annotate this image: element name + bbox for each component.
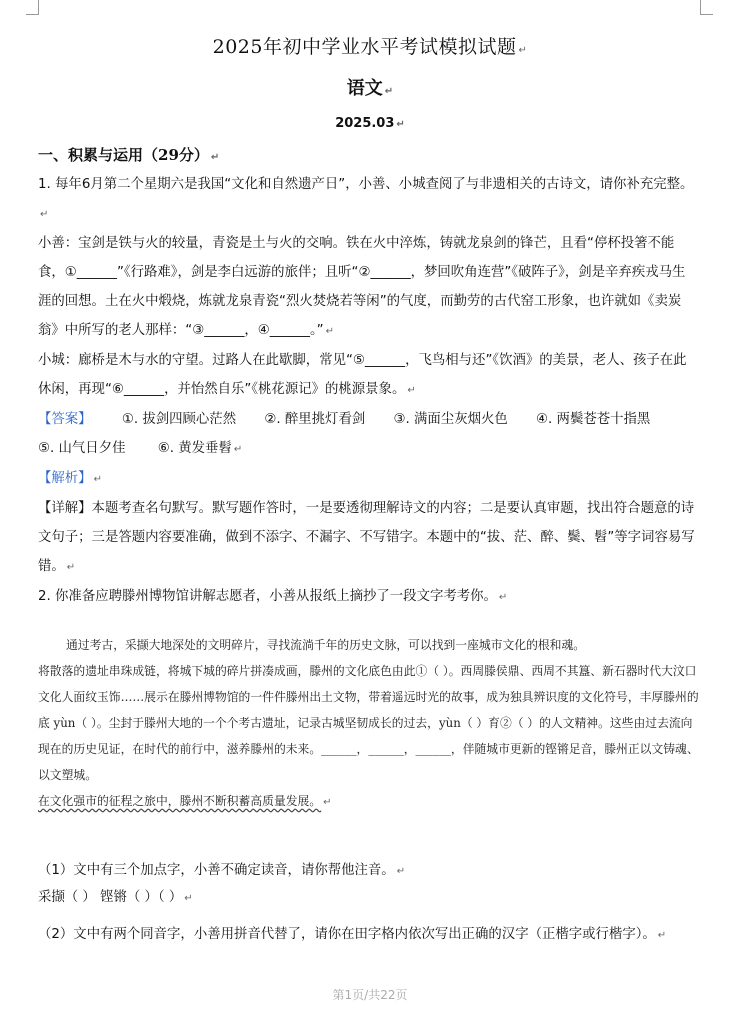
page-corner-mark (26, 0, 39, 15)
question-1-para-a: 小善：宝剑是铁与火的较量，青瓷是土与火的交响。铁在火中淬炼，铸就龙泉剑的锋芒，且看“停杯投箸不能食，①______”《行路难》，剑是李白远游的旅伴；且听“②______，梦回吹角连营”《破阵子》，剑是辛弃疾戎马生涯的回想。土在火中煅烧，炼就龙泉青瓷“烈火焚烧若等闲”的气度，而勤劳的古代窑工形象，也许就如《卖炭翁》中所写的老人那样：“③______，④______。” ↵ (38, 236, 686, 338)
question-1 (38, 170, 698, 612)
analysis-tag: 【解析】 (38, 471, 92, 486)
exam-date: 2025.03 ↵ (335, 116, 405, 131)
answer-block: 【答案】 ①. 拔剑四顾心茫然 ②. 醉里挑灯看剑 ③. 满面尘灰烟火色 ④. 两鬓苍苍十指黑 ⑤. 山气日夕佳 ⑥. 黄发垂髫 ↵ (38, 405, 698, 464)
passage-paragraph: 通过考古，采撷大地深处的文明碎片，寻找流淌千年的历史文脉，可以找到一座城市文化的根和魂。 (66, 638, 586, 652)
answer-item: ②. 醉里挑灯看剑 (264, 412, 366, 427)
sub-question-2-text: （2）文中有两个同音字，小善用拼音代替了，请你在田字格内依次写出正确的汉字（正楷字或行楷字）。 ↵ (38, 927, 667, 942)
answer-item: ①. 拔剑四顾心茫然 (121, 412, 237, 427)
answer-item: ③. 满面尘灰烟火色 (393, 412, 508, 427)
analysis-block: 【解析】 ↵ (38, 471, 102, 486)
sub-question-1-text: （1）文中有三个加点字，小善不确定读音，请你帮他注音。 ↵ (38, 863, 406, 878)
sub-question-2 (38, 922, 698, 949)
answer-item: ⑥. 黄发垂髫 (157, 441, 232, 456)
answer-item: ④. 两鬓苍苍十指黑 (536, 412, 651, 427)
sub-question-1-fill: 采撷（ ） 铿锵（ ）（ ） ↵ (38, 890, 193, 905)
question-1-para-b: 小城：廊桥是木与水的守望。过路人在此歇脚，常见“⑤______，飞鸟相与还”《饮酒》的美景，老人、孩子在此休闲，再现“⑥______，并怡然自乐”《桃花源记》的桃源景象。 ↵ (38, 353, 687, 397)
passage-paragraph: 在文化强市的征程之旅中，滕州不断积蓄高质量发展。 ↵ (38, 794, 332, 808)
question-1-stem: 1. 每年6月第二个星期六是我国“文化和自然遗产日”，小善、小城查阅了与非遗相关的古诗文，请你补充完整。↵ (38, 177, 694, 220)
answer-item: ⑤. 山气日夕佳 (38, 441, 126, 456)
reading-passage (38, 632, 700, 816)
page-footer: 第1页/共22页 (332, 988, 408, 1002)
sub-question-1 (38, 858, 698, 912)
section-heading: 一、积累与运用（29分） ↵ (38, 146, 220, 164)
exam-title: 2025年初中学业水平考试模拟试题 ↵ (212, 36, 528, 58)
question-2-stem: 2. 你准备应聘滕州博物馆讲解志愿者，小善从报纸上摘抄了一段文字考考你。 ↵ (38, 589, 508, 604)
detail-explanation: 【详解】本题考查名句默写。默写题作答时，一是要透彻理解诗文的内容；二是要认真审题，找出符合题意的诗文句子；三是答题内容要准确，做到不添字、不漏字、不写错字。本题中的“拔、茫、醉、鬓、髫”等字词容易写错。 ↵ (38, 501, 695, 574)
page-corner-mark (700, 0, 713, 15)
passage-paragraph: 将散落的遗址串珠成链，将城下城的碎片拼凑成画，滕州的文化底色由此①（ ）。西周滕侯鼎、西周不其簋、新石器时代大汶口文化人面纹玉饰……展示在滕州博物馆的一件件滕州出土文物，带着遥远时光的故事，成为独具辨识度的文化符号，丰厚滕州的底 yùn（ ）。尘封于滕州大地的一个个考古遗址，记录古城坚韧成长的过去，yùn（ ）育②（ ）的人文精神。这些由过去流向现在的历史见证，在时代的前行中，滋养滕州的未来。______，______，______，伴随城市更新的铿锵足音，滕州正以文铸魂、以文塑城。 (38, 664, 699, 782)
answer-tag: 【答案】 (38, 412, 92, 427)
subject-title: 语文 ↵ (346, 78, 394, 99)
